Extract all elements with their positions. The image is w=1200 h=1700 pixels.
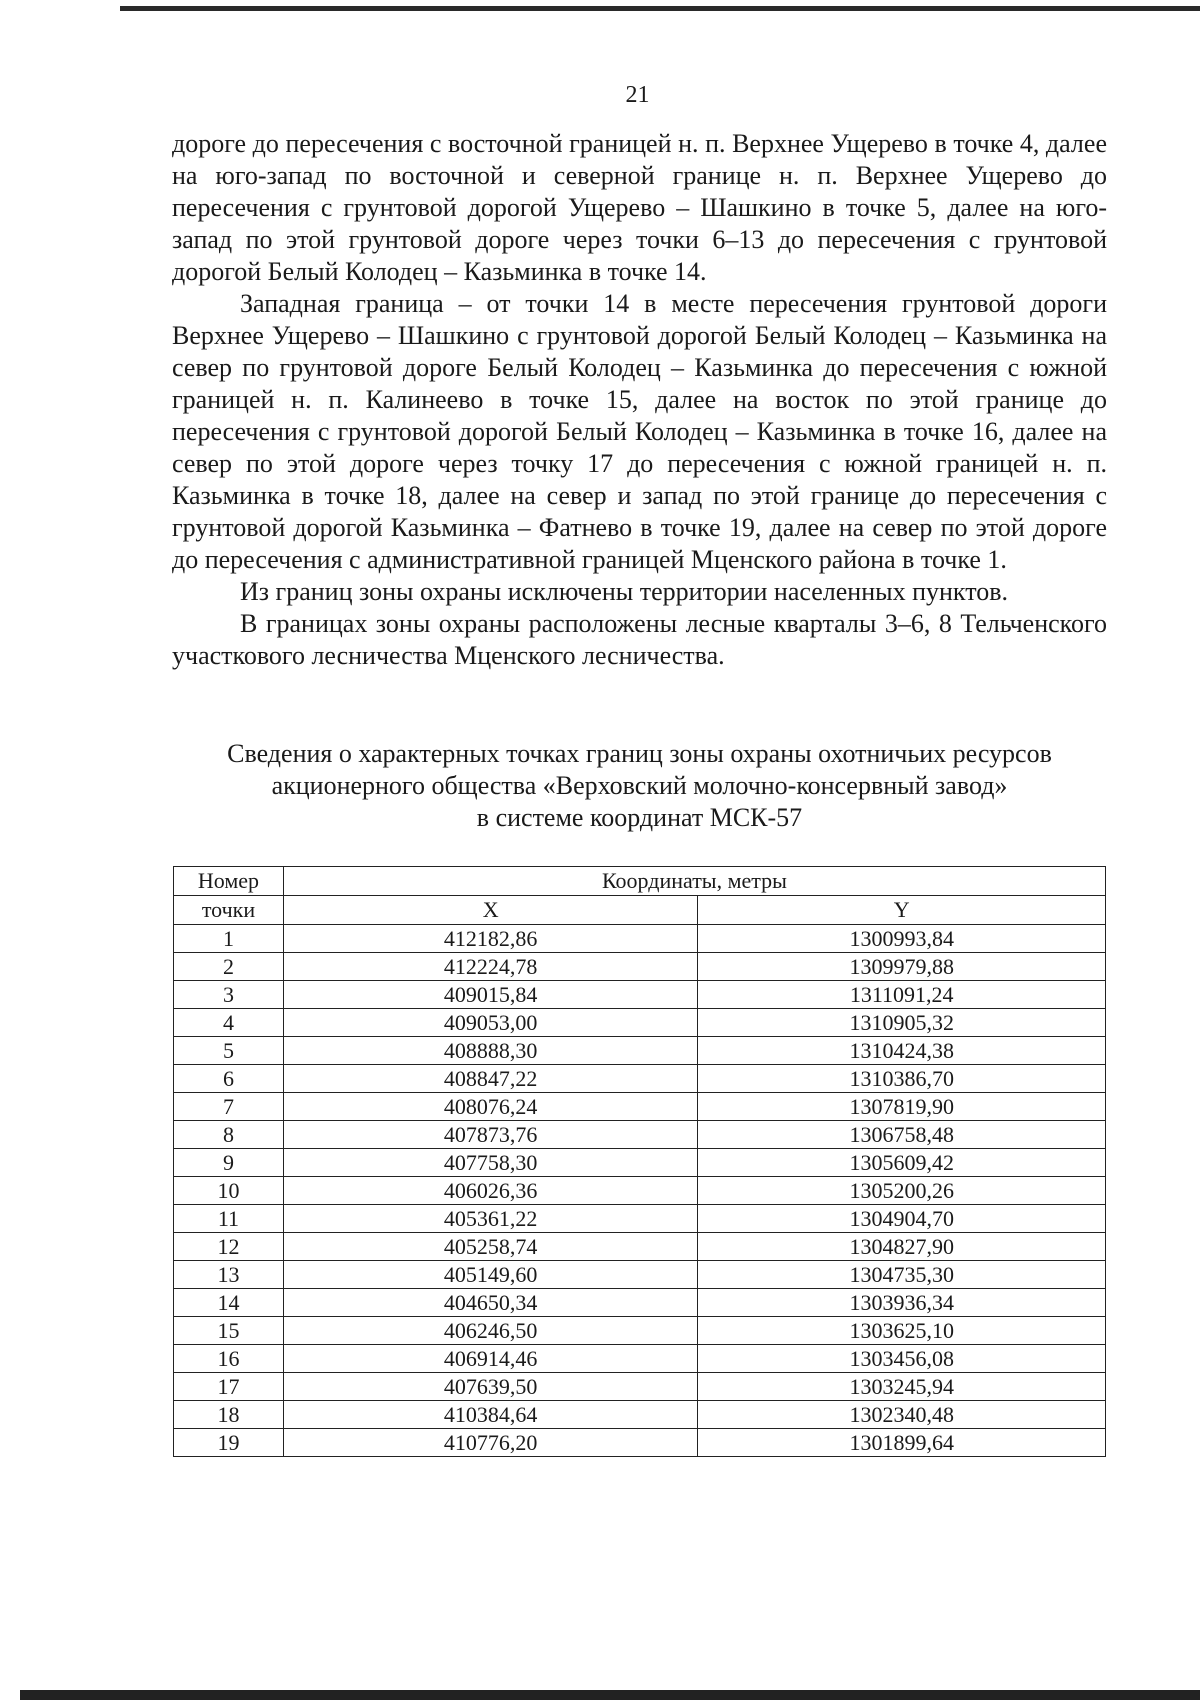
cell-y: 1311091,24 — [698, 981, 1106, 1009]
table-row — [174, 1261, 1106, 1289]
cell-x: 406914,46 — [283, 1345, 698, 1373]
cell-point-number: 14 — [174, 1289, 284, 1317]
cell-x: 408888,30 — [283, 1037, 698, 1065]
cell-y: 1305609,42 — [698, 1149, 1106, 1177]
table-row — [174, 1205, 1106, 1233]
cell-x: 407758,30 — [283, 1149, 698, 1177]
table-row — [174, 1037, 1106, 1065]
cell-x: 409053,00 — [283, 1009, 698, 1037]
cell-point-number: 4 — [174, 1009, 284, 1037]
cell-y: 1305200,26 — [698, 1177, 1106, 1205]
cell-point-number: 2 — [174, 953, 284, 981]
cell-y: 1303245,94 — [698, 1373, 1106, 1401]
bottom-border-rule — [20, 1690, 1200, 1700]
cell-x: 410776,20 — [283, 1429, 698, 1457]
cell-x: 410384,64 — [283, 1401, 698, 1429]
cell-x: 412182,86 — [283, 925, 698, 953]
cell-x: 405361,22 — [283, 1205, 698, 1233]
table-row — [174, 1317, 1106, 1345]
top-border-rule — [120, 6, 1200, 11]
paragraph-1: дороге до пересечения с восточной границей н. п. Верхнее Ущерево в точке 4, далее на юго-запад по восточной и северной границе н. п. Верхнее Ущерево до пересечения с грунтовой дорогой Ущерево – Шашкино в точке 5, далее на юго-запад по этой грунтовой дороге через точки 6–13 до пересечения с грунтовой дорогой Белый Колодец – Казьминка в точке 14. — [172, 129, 1107, 286]
header-point-number-line1: Номер — [174, 867, 284, 896]
table-body — [174, 925, 1106, 1457]
cell-point-number: 7 — [174, 1093, 284, 1121]
header-coordinates: Координаты, метры — [283, 867, 1105, 896]
table-row — [174, 1401, 1106, 1429]
cell-y: 1309979,88 — [698, 953, 1106, 981]
cell-point-number: 18 — [174, 1401, 284, 1429]
table-row — [174, 1233, 1106, 1261]
cell-y: 1303625,10 — [698, 1317, 1106, 1345]
cell-x: 406026,36 — [283, 1177, 698, 1205]
cell-point-number: 9 — [174, 1149, 284, 1177]
cell-y: 1304904,70 — [698, 1205, 1106, 1233]
cell-point-number: 8 — [174, 1121, 284, 1149]
table-row — [174, 1121, 1106, 1149]
cell-y: 1304827,90 — [698, 1233, 1106, 1261]
table-row — [174, 1373, 1106, 1401]
paragraph-4: В границах зоны охраны расположены лесные кварталы 3–6, 8 Тельченского участкового лесничества Мценского лесничества. — [172, 609, 1107, 670]
cell-y: 1301899,64 — [698, 1429, 1106, 1457]
cell-x: 412224,78 — [283, 953, 698, 981]
cell-point-number: 5 — [174, 1037, 284, 1065]
cell-y: 1310424,38 — [698, 1037, 1106, 1065]
table-row — [174, 1345, 1106, 1373]
cell-point-number: 15 — [174, 1317, 284, 1345]
page-number: 21 — [625, 82, 650, 108]
body-text — [172, 128, 1107, 672]
cell-point-number: 10 — [174, 1177, 284, 1205]
cell-point-number: 19 — [174, 1429, 284, 1457]
cell-y: 1303456,08 — [698, 1345, 1106, 1373]
table-row — [174, 1429, 1106, 1457]
cell-point-number: 12 — [174, 1233, 284, 1261]
cell-y: 1307819,90 — [698, 1093, 1106, 1121]
cell-x: 407639,50 — [283, 1373, 698, 1401]
cell-point-number: 3 — [174, 981, 284, 1009]
cell-x: 405149,60 — [283, 1261, 698, 1289]
paragraph-3: Из границ зоны охраны исключены территории населенных пунктов. — [240, 577, 1009, 606]
table-row — [174, 1093, 1106, 1121]
cell-x: 406246,50 — [283, 1317, 698, 1345]
paragraph-2: Западная граница – от точки 14 в месте пересечения грунтовой дороги Верхнее Ущерево – Шашкино с грунтовой дорогой Белый Колодец – Казьминка на север по грунтовой дороге Белый Колодец – Казьминка до пересечения с южной границей н. п. Калинеево в точке 15, далее на восток по этой границе до пересечения с грунтовой дорогой Белый Колодец – Казьминка в точке 16, далее на север по этой дороге через точку 17 до пересечения с южной границей н. п. Казьминка в точке 18, далее на север и запад по этой границе до пересечения с грунтовой дорогой Казьминка – Фатнево в точке 19, далее на север по этой дороге до пересечения с административной границей Мценского района в точке 1. — [172, 289, 1107, 574]
table-row — [174, 1177, 1106, 1205]
table-row — [174, 953, 1106, 981]
table-row — [174, 981, 1106, 1009]
caption-line-1: Сведения о характерных точках границ зоны охраны охотничьих ресурсов — [227, 739, 1052, 768]
header-x: X — [283, 896, 698, 925]
table-row — [174, 1149, 1106, 1177]
cell-x: 404650,34 — [283, 1289, 698, 1317]
table-row — [174, 925, 1106, 953]
cell-x: 408847,22 — [283, 1065, 698, 1093]
cell-x: 409015,84 — [283, 981, 698, 1009]
header-point-number-line2: точки — [174, 896, 284, 925]
cell-y: 1300993,84 — [698, 925, 1106, 953]
caption-line-3: в системе координат МСК-57 — [476, 803, 803, 832]
cell-point-number: 17 — [174, 1373, 284, 1401]
cell-x: 405258,74 — [283, 1233, 698, 1261]
cell-y: 1310905,32 — [698, 1009, 1106, 1037]
cell-x: 408076,24 — [283, 1093, 698, 1121]
coordinates-table — [173, 866, 1106, 1457]
cell-y: 1310386,70 — [698, 1065, 1106, 1093]
cell-y: 1303936,34 — [698, 1289, 1106, 1317]
cell-point-number: 11 — [174, 1205, 284, 1233]
cell-y: 1306758,48 — [698, 1121, 1106, 1149]
table-row — [174, 1009, 1106, 1037]
cell-x: 407873,76 — [283, 1121, 698, 1149]
table-row — [174, 1065, 1106, 1093]
table-row — [174, 1289, 1106, 1317]
cell-point-number: 1 — [174, 925, 284, 953]
cell-point-number: 6 — [174, 1065, 284, 1093]
caption-line-2: акционерного общества «Верховский молочно-консервный завод» — [271, 771, 1008, 800]
cell-point-number: 16 — [174, 1345, 284, 1373]
cell-y: 1304735,30 — [698, 1261, 1106, 1289]
cell-point-number: 13 — [174, 1261, 284, 1289]
header-y: Y — [698, 896, 1106, 925]
cell-y: 1302340,48 — [698, 1401, 1106, 1429]
table-caption — [172, 738, 1107, 834]
